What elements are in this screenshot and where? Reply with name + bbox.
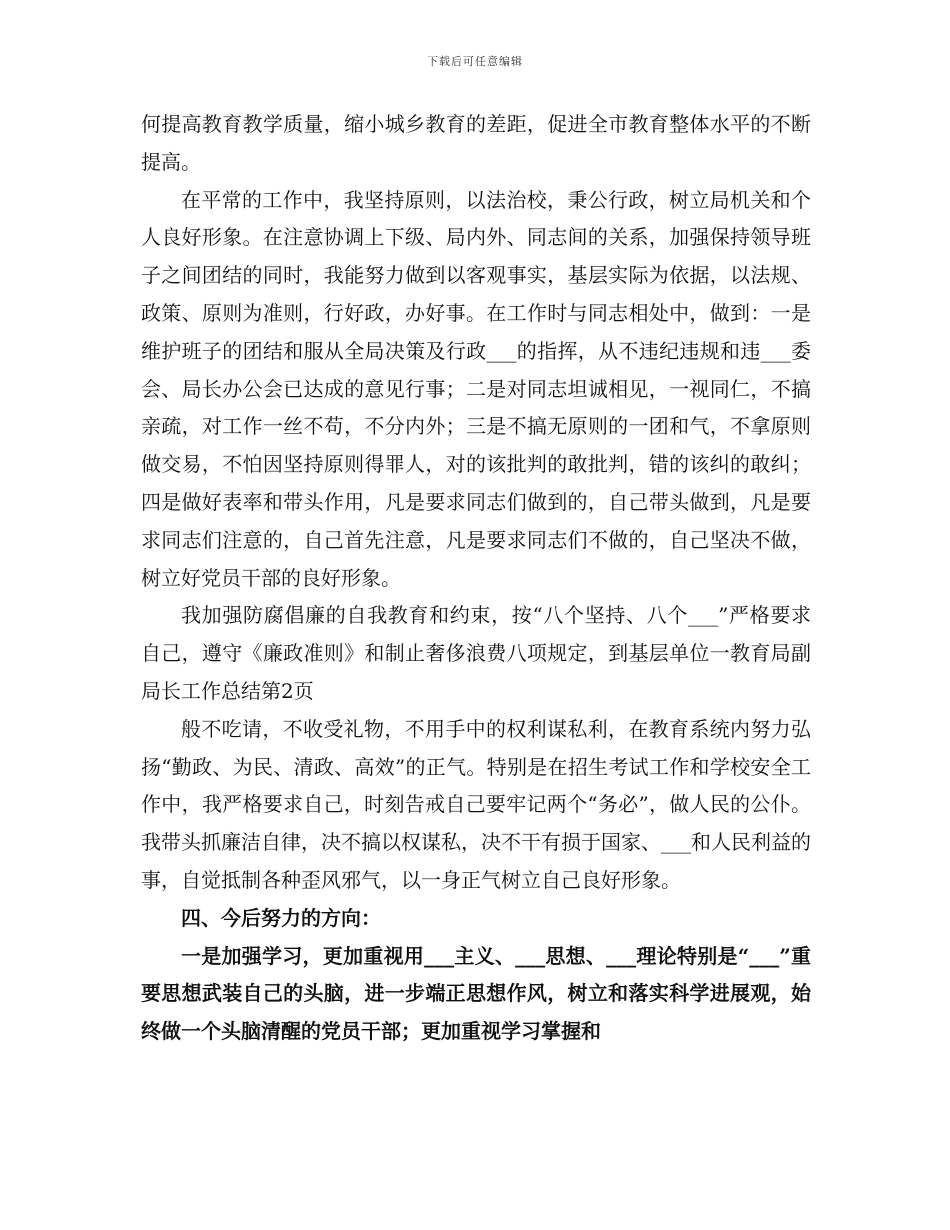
document-body (141, 106, 811, 1051)
section-heading: 四、今后努力的方向： (181, 905, 381, 930)
paragraph-4: 般不吃请，不收受礼物，不用手中的权利谋私利，在教育系统内努力弘扬“勤政、为民、清政、高效”的正气。特别是在招生考试工作和学校安全工作中，我严格要求自己，时刻告戒自己要牢记两个“务必”，做人民的公仆。我带头抓廉洁自律，决不搞以权谋私，决不干有损于国家、___和人民利益的事，自觉抵制各种歪风邪气，以一身正气树立自己良好形象。 (141, 716, 811, 892)
paragraph-5: 一是加强学习，更加重视用___主义、___思想、___理论特别是“___”重要思想武装自己的头脑，进一步端正思想作风，树立和落实科学进展观，始终做一个头脑清醒的党员干部；更加重视学习掌握和 (141, 943, 811, 1044)
paragraph-3: 我加强防腐倡廉的自我教育和约束，按“八个坚持、八个___”严格要求自己，遵守《廉政准则》和制止奢侈浪费八项规定，到基层单位一教育局副局长工作总结第2页 (141, 603, 811, 703)
paragraph-1: 何提高教育教学质量，缩小城乡教育的差距，促进全市教育整体水平的不断提高。 (141, 112, 811, 174)
paragraph-2: 在平常的工作中，我坚持原则，以法治校，秉公行政，树立局机关和个人良好形象。在注意协调上下级、局内外、同志间的关系，加强保持领导班子之间团结的同时，我能努力做到以客观事实，基层实际为依据，以法规、政策、原则为准则，行好政，办好事。在工作时与同志相处中，做到：一是维护班子的团结和服从全局决策及行政___的指挥，从不违纪违规和违___委会、局长办公会已达成的意见行事；二是对同志坦诚相见，一视同仁，不搞亲疏，对工作一丝不苟，不分内外；三是不搞无原则的一团和气，不拿原则做交易，不怕因坚持原则得罪人，对的该批判的敢批判，错的该纠的敢纠；四是做好表率和带头作用，凡是要求同志们做到的，自己带头做到，凡是要求同志们注意的，自己首先注意，凡是要求同志们不做的，自己坚决不做，树立好党员干部的良好形象。 (141, 187, 811, 590)
page-header: 下载后可任意编辑 (427, 55, 523, 68)
